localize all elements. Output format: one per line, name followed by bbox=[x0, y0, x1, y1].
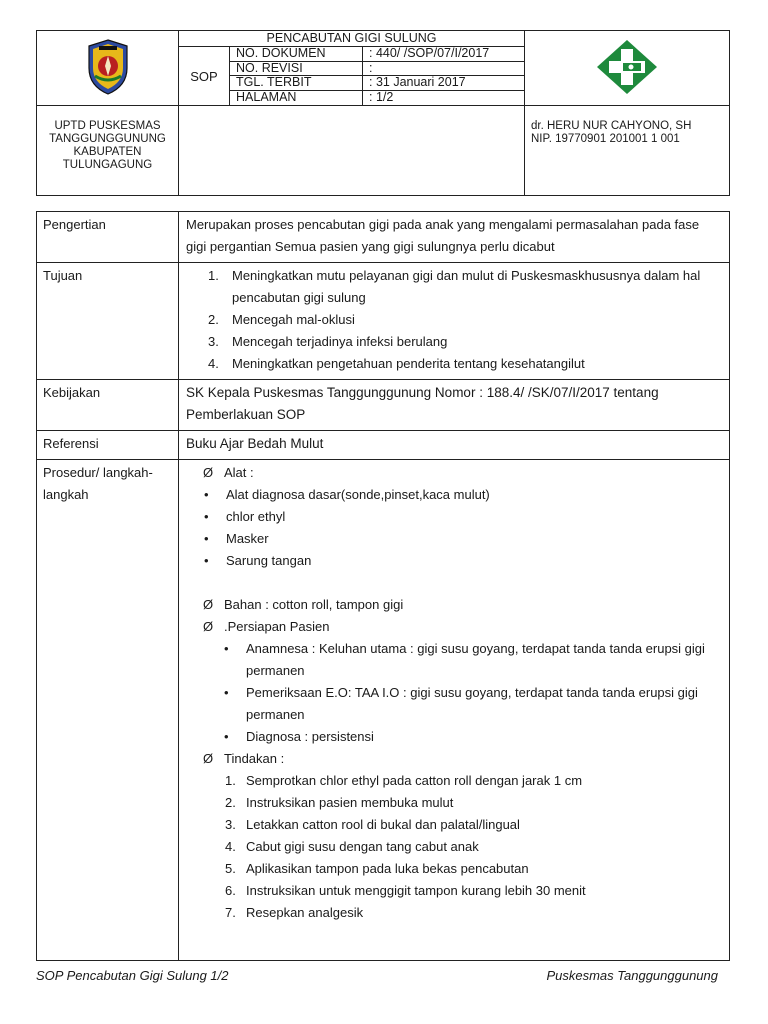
label-kebijakan: Kebijakan bbox=[37, 380, 179, 431]
meta-key: NO. REVISI bbox=[230, 61, 363, 76]
list-item: 4. Meningkatkan pengetahuan penderita tentang kesehatangilut bbox=[208, 356, 585, 371]
alat-heading: Ø Alat : bbox=[186, 462, 721, 484]
row-kebijakan bbox=[37, 380, 730, 431]
bullet-icon: • bbox=[204, 553, 209, 568]
signer-nip: NIP. 19770901 201001 1 001 bbox=[531, 133, 680, 145]
sop-label: SOP bbox=[179, 47, 230, 106]
list-item: • Diagnosa : persistensi bbox=[186, 726, 721, 748]
list-item: • Pemeriksaan E.O: TAA I.O : gigi susu goyang, terdapat tanda tanda erupsi gigi permanen bbox=[186, 682, 721, 726]
row-prosedur bbox=[37, 460, 730, 961]
prosedur-content bbox=[179, 460, 730, 961]
meta-key: TGL. TERBIT bbox=[230, 76, 363, 91]
puskesmas-logo-cell bbox=[525, 31, 730, 106]
kebijakan-text: SK Kepala Puskesmas Tanggunggunung Nomor : 188.4/ /SK/07/I/2017 tentang Pemberlakuan SOP bbox=[179, 380, 730, 431]
footer-organization: Puskesmas Tanggunggunung bbox=[546, 968, 718, 983]
list-item: 5. Aplikasikan tampon pada luka bekas pencabutan bbox=[225, 861, 529, 876]
regency-emblem-icon bbox=[85, 38, 131, 96]
meta-value: : bbox=[363, 61, 525, 76]
meta-value: : 1/2 bbox=[363, 91, 525, 105]
list-item: • Masker bbox=[186, 528, 721, 550]
meta-row bbox=[230, 61, 524, 76]
row-referensi bbox=[37, 431, 730, 460]
bahan-heading: Ø Bahan : cotton roll, tampon gigi bbox=[186, 594, 721, 616]
org-line: UPTD PUSKESMAS bbox=[54, 120, 161, 132]
list-item: 6. Instruksikan untuk menggigit tampon kurang lebih 30 menit bbox=[225, 883, 586, 898]
sop-content-table bbox=[36, 211, 730, 961]
referensi-text: Buku Ajar Bedah Mulut bbox=[179, 431, 730, 460]
list-item: 7. Resepkan analgesik bbox=[225, 905, 364, 920]
organization-name bbox=[37, 106, 179, 196]
meta-key: HALAMAN bbox=[236, 90, 297, 105]
org-line: TANGGUNGGUNUNG bbox=[49, 133, 166, 145]
tindakan-heading: Ø Tindakan : bbox=[186, 748, 721, 770]
arrow-marker-icon: Ø bbox=[203, 619, 214, 634]
label-prosedur: Prosedur/ langkah-langkah bbox=[37, 460, 179, 961]
meta-row bbox=[230, 91, 524, 105]
meta-row bbox=[230, 76, 524, 91]
meta-row bbox=[230, 47, 524, 61]
label-pengertian: Pengertian bbox=[37, 212, 179, 263]
row-pengertian bbox=[37, 212, 730, 263]
persiapan-heading: Ø .Persiapan Pasien bbox=[186, 616, 721, 638]
pengertian-text: Merupakan proses pencabutan gigi pada anak yang mengalami permasalahan pada fase gigi pergantian Semua pasien yang gigi sulungnya perlu dicabut bbox=[179, 212, 730, 263]
org-line: KABUPATEN bbox=[73, 146, 142, 158]
meta-value: : 31 Januari 2017 bbox=[363, 76, 525, 91]
bullet-icon: • bbox=[204, 487, 209, 502]
list-item: 3. Mencegah terjadinya infeksi berulang bbox=[208, 334, 448, 349]
list-item: • Sarung tangan bbox=[186, 550, 721, 572]
meta-key: NO. DOKUMEN bbox=[230, 47, 363, 61]
list-item: • chlor ethyl bbox=[186, 506, 721, 528]
list-item: 4. Cabut gigi susu dengan tang cabut anak bbox=[225, 839, 479, 854]
document-title: PENCABUTAN GIGI SULUNG bbox=[179, 31, 525, 47]
document-header bbox=[36, 30, 730, 196]
meta-value: : 440/ /SOP/07/I/2017 bbox=[363, 47, 525, 61]
arrow-marker-icon: Ø bbox=[203, 751, 214, 766]
bullet-icon: • bbox=[224, 729, 229, 744]
signer-block bbox=[525, 106, 730, 196]
list-item: • Alat diagnosa dasar(sonde,pinset,kaca mulut) bbox=[186, 484, 721, 506]
list-item: 1. Semprotkan chlor ethyl pada catton roll dengan jarak 1 cm bbox=[225, 773, 583, 788]
footer-document-name: SOP Pencabutan Gigi Sulung 1/2 bbox=[36, 968, 229, 983]
list-item: 2. Mencegah mal-oklusi bbox=[208, 312, 355, 327]
label-referensi: Referensi bbox=[37, 431, 179, 460]
list-item: 1. Meningkatkan mutu pelayanan gigi dan mulut di Puskesmaskhususnya dalam hal pencabutan gigi sulung bbox=[208, 268, 701, 305]
puskesmas-cross-icon bbox=[595, 38, 659, 96]
arrow-marker-icon: Ø bbox=[203, 597, 214, 612]
blank-cell bbox=[179, 106, 525, 196]
list-item: • Anamnesa : Keluhan utama : gigi susu goyang, terdapat tanda tanda erupsi gigi permanen bbox=[186, 638, 721, 682]
label-tujuan: Tujuan bbox=[37, 263, 179, 380]
signer-name: dr. HERU NUR CAHYONO, SH bbox=[531, 120, 692, 132]
bullet-icon: • bbox=[204, 531, 209, 546]
regency-logo-cell bbox=[37, 31, 179, 106]
org-line: TULUNGAGUNG bbox=[62, 159, 153, 171]
bullet-icon: • bbox=[224, 641, 229, 656]
bullet-icon: • bbox=[204, 509, 209, 524]
arrow-marker-icon: Ø bbox=[203, 465, 214, 480]
bullet-icon: • bbox=[224, 685, 229, 700]
list-item: 3. Letakkan catton rool di bukal dan palatal/lingual bbox=[225, 817, 520, 832]
tujuan-list bbox=[186, 265, 721, 375]
list-item: 2. Instruksikan pasien membuka mulut bbox=[225, 795, 454, 810]
document-meta bbox=[230, 47, 525, 106]
row-tujuan bbox=[37, 263, 730, 380]
